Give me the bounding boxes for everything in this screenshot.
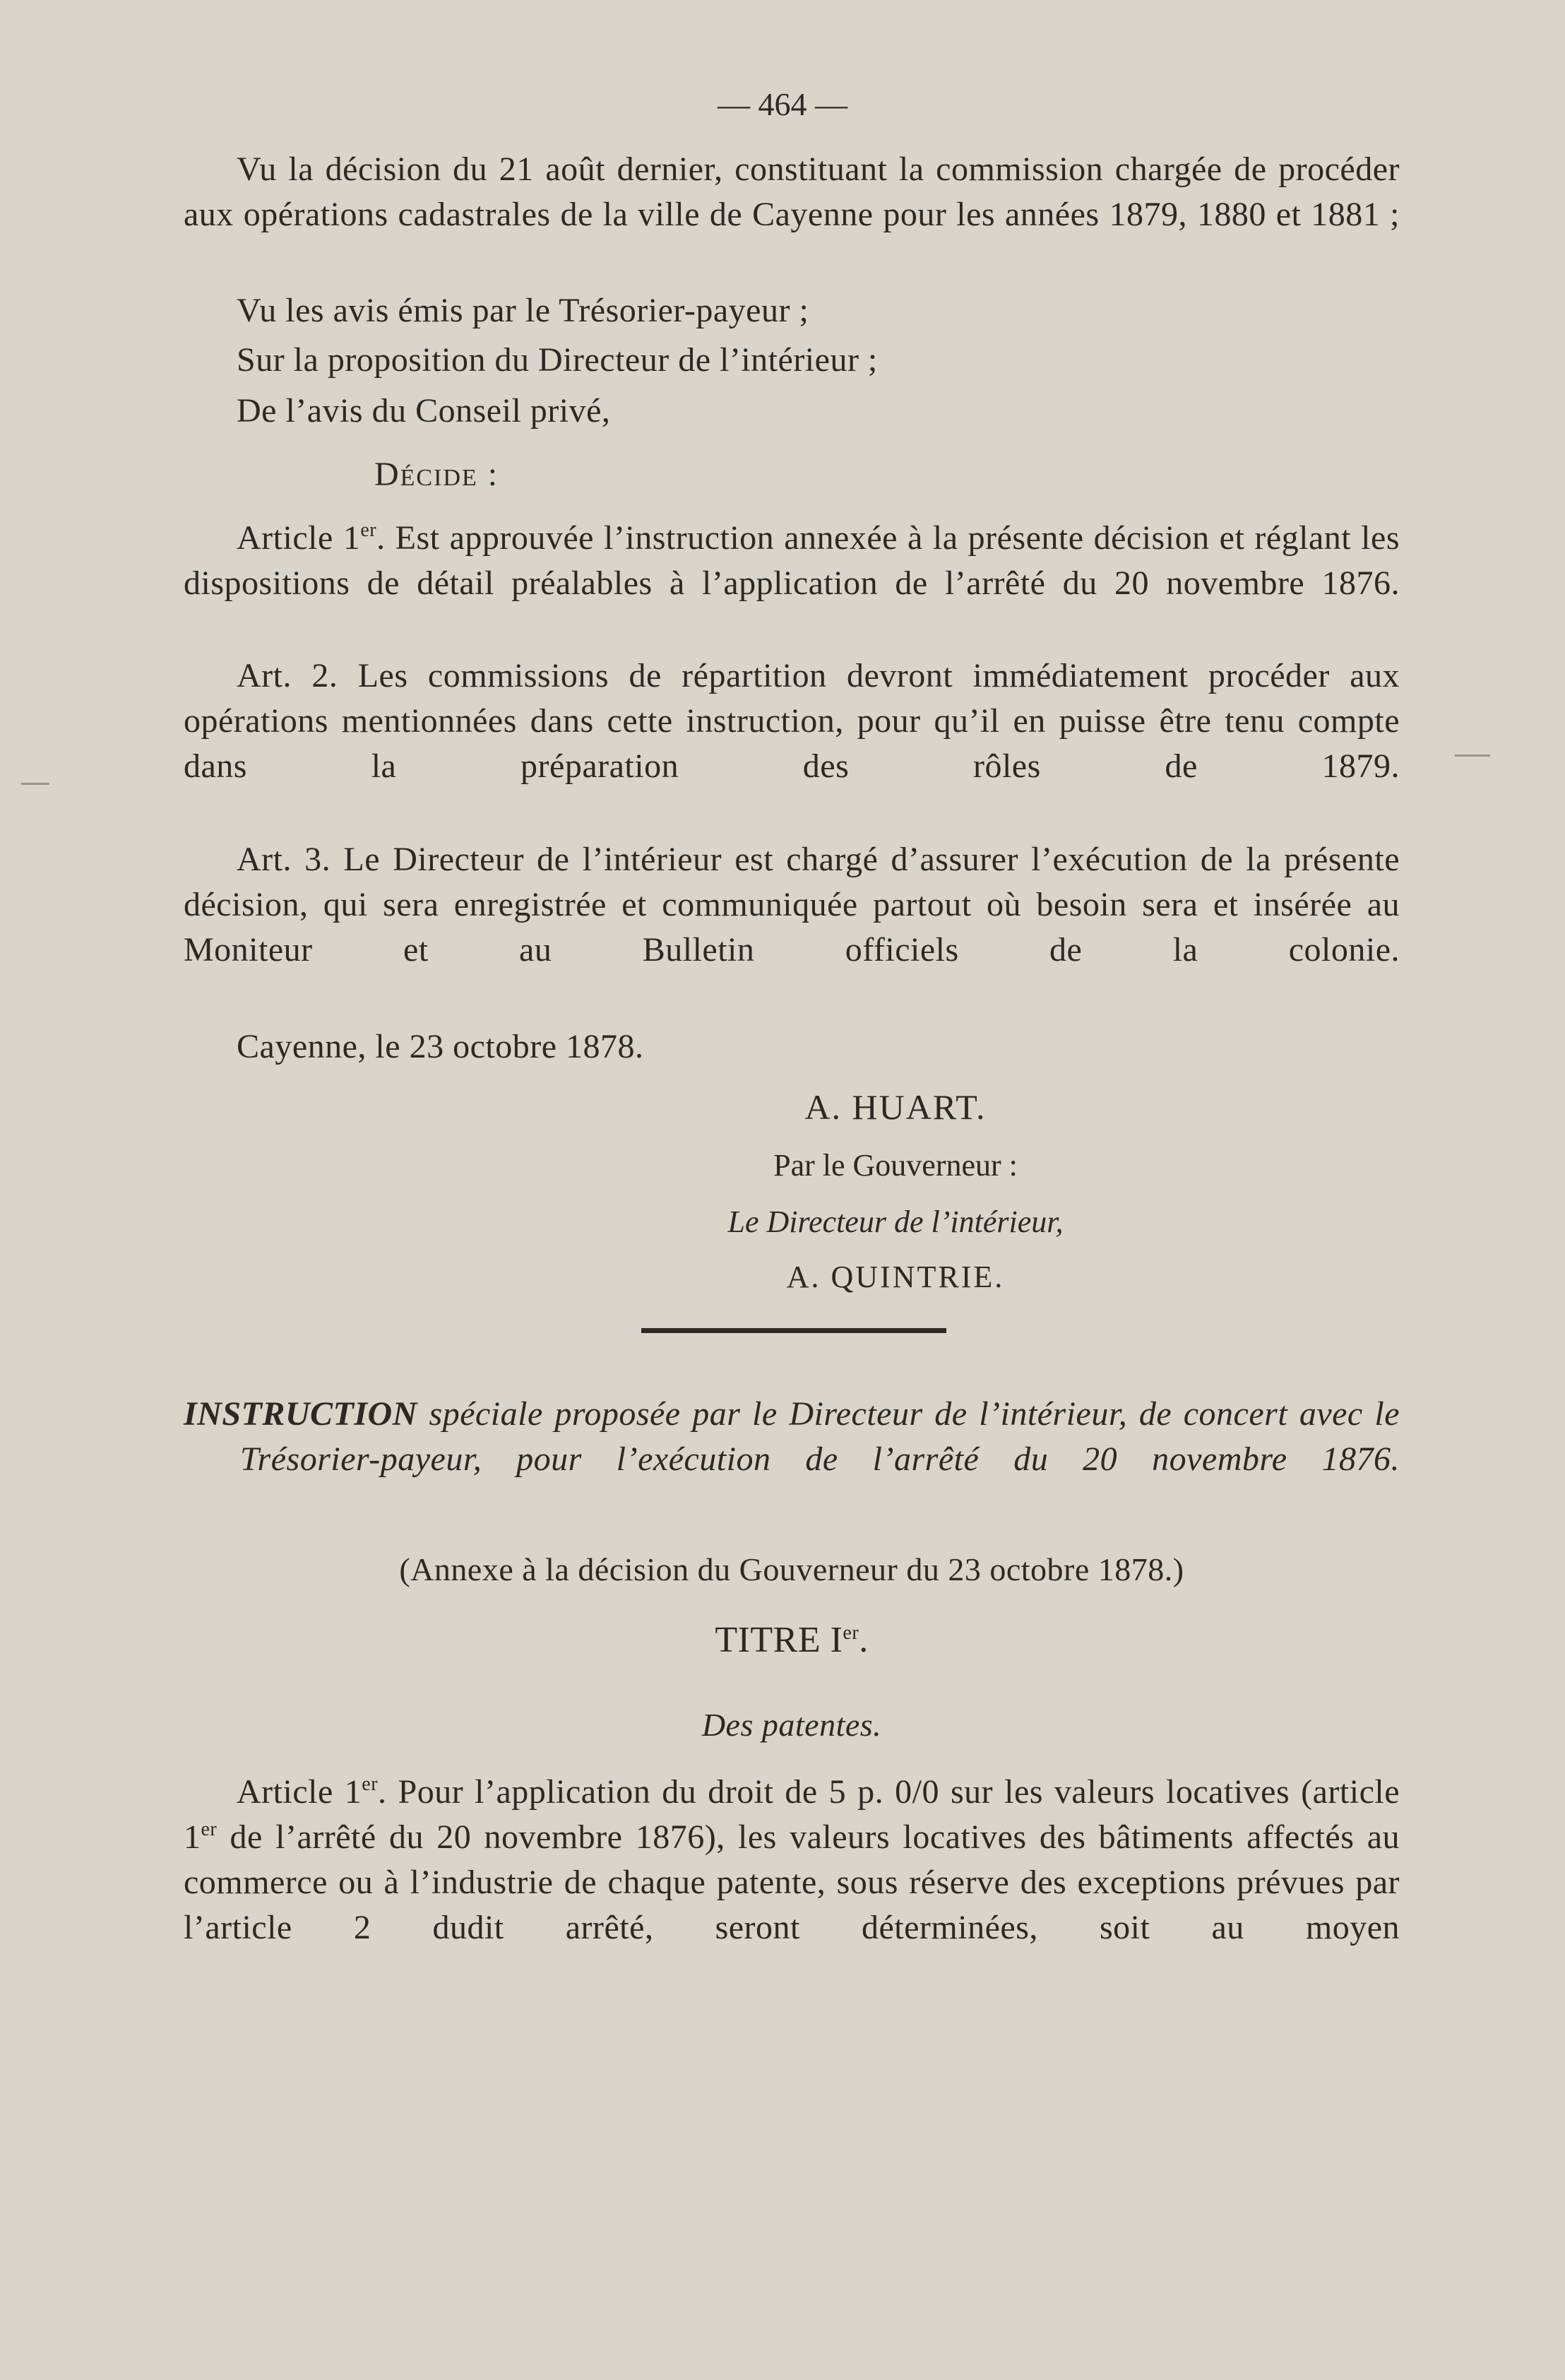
margin-mark [21, 783, 49, 785]
titre-dot: . [859, 1620, 869, 1660]
titre-heading [184, 1618, 1400, 1663]
section-divider [641, 1328, 946, 1333]
instruction-article-1-sup: er [362, 1773, 379, 1795]
signature-role: Le Directeur de l’intérieur, [727, 1204, 1064, 1239]
article-3: Art. 3. Le Directeur de l’intérieur est chargé d’assurer l’exécution de la présente décision, qui sera enregistrée et communiquée partout où besoin sera et insérée au Moniteur et au Bulletin officiels de la colonie. [184, 841, 1400, 969]
decide-heading [374, 452, 798, 497]
instruction-title [184, 1392, 1400, 1482]
place-date: Cayenne, le 23 octobre 1878. [237, 1028, 644, 1065]
preamble-paragraph-4: De l’avis du Conseil privé, [237, 392, 611, 430]
instruction-article-1-text-1: . Pour l’application du droit de 5 p. 0/0 sur les valeurs locatives (article 1 [184, 1773, 1400, 1856]
article-1-label: Article 1 [237, 519, 361, 557]
instruction-article-1-text-2: de l’arrêté du 20 novembre 1876), les valeurs locatives des bâtiments affectés au commerce ou à l’industrie de chaque patente, sous réserve des exceptions prévues par l’article 2 dudit arrêté, seront déterminées, soit au moyen [184, 1818, 1400, 1946]
annex-note: (Annexe à la décision du Gouverneur du 23 octobre 1878.) [399, 1551, 1184, 1587]
instruction-title-rest: spéciale proposée par le Directeur de l’intérieur, de concert avec le Trésorier-payeur, pour l’exécution de l’arrêté du 20 novembre 1876. [240, 1395, 1400, 1478]
decide-heading-text: Décide : [374, 456, 499, 493]
titre-label: TITRE I [715, 1620, 843, 1660]
preamble-paragraph-1: Vu la décision du 21 août dernier, constituant la commission chargée de procéder aux opérations cadastrales de la ville de Cayenne pour les années 1879, 1880 et 1881 ; [184, 150, 1400, 233]
instruction-article-1 [184, 1770, 1400, 1950]
preamble-paragraph-3: Sur la proposition du Directeur de l’intérieur ; [237, 341, 878, 379]
article-1-sup: er [360, 519, 377, 541]
instruction-article-1-label: Article 1 [237, 1773, 362, 1811]
page-number: — 464 — [718, 86, 847, 122]
article-2: Art. 2. Les commissions de répartition devront immédiatement procéder aux opérations mentionnées dans cette instruction, pour qu’il en puisse être tenu compte dans la préparation des rôles de 1879. [184, 657, 1400, 785]
section-subtitle: Des patentes. [701, 1707, 882, 1743]
titre-sup: er [843, 1622, 859, 1644]
signature-by: Par le Gouverneur : [773, 1148, 1018, 1183]
signature-name-2: A. QUINTRIE. [786, 1260, 1005, 1294]
article-1-text: . Est approuvée l’instruction annexée à la présente décision et réglant les dispositions de détail préalables à l’application de l’arrêté du 20 novembre 1876. [184, 519, 1400, 602]
preamble-paragraph-2: Vu les avis émis par le Trésorier-payeur ; [237, 292, 809, 329]
instruction-article-1-sup-2: er [201, 1818, 218, 1840]
signature-name: A. HUART. [804, 1087, 987, 1127]
article-1 [184, 516, 1400, 606]
margin-mark [1455, 754, 1490, 757]
instruction-title-lead: INSTRUCTION [184, 1395, 417, 1433]
